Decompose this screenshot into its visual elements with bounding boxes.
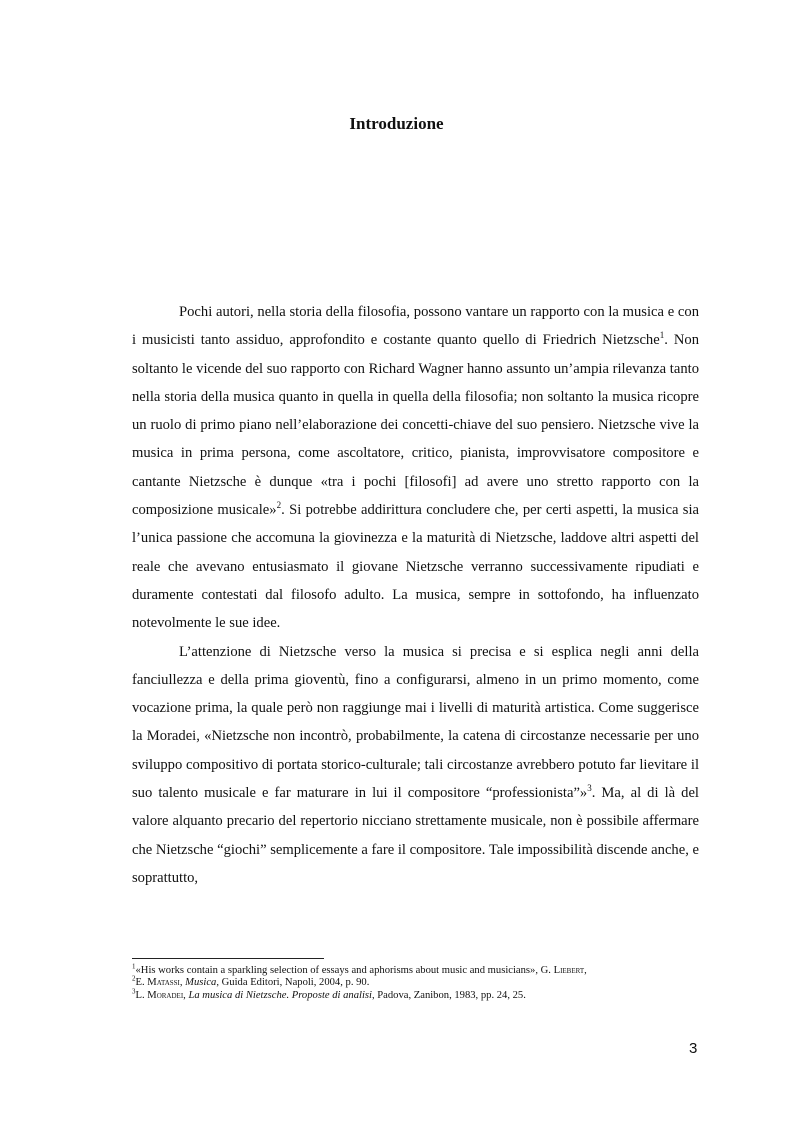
body-text [132,298,699,892]
footnote-ref-3[interactable]: 3 [587,783,592,794]
paragraph-2: L’attenzione di Nietzsche verso la musica si precisa e si esplica negli anni della fanciullezza e della prima gioventù, fino a configurarsi, almeno in un primo momento, come vocazione prima, la quale però non raggiunge mai i livelli di maturità artistica. Come suggerisce la Moradei, «Nietzsche non incontrò, probabilmente, la catena di circostanze necessarie per uno sviluppo compositivo di portata storico-culturale; tali circostanze avrebbero potuto far lievitare il suo talento musicale e far maturare in lui il compositore “professionista”»$^3$. Ma, al di là del valore alquanto precario del repertorio nicciano strettamente musicale, non è possibile affermare che Nietzsche “giochi” semplicemente a fare il compositore. Tale impossibilità discende anche, e soprattutto, [132,643,699,886]
footnote-1: $^1$«His works contain a sparkling selection of essays and aphorisms about music and musicians», G. Liebert, [132,962,587,976]
footnote-ref-1[interactable]: 1 [659,330,665,341]
footnotes [132,962,699,1002]
footnote-3: $^3$L. Moradei, La musica di Nietzsche. Proposte di analisi, Padova, Zanibon, 1983, pp. 24, 25. [132,987,526,1001]
chapter-title: Introduzione [349,114,444,133]
paragraph-1: Pochi autori, nella storia della filosofia, possono vantare un rapporto con la musica e con i musicisti tanto assiduo, approfondito e costante quanto quello di Friedrich Nietzsche$^1$. Non soltanto le vicende del suo rapporto con Richard Wagner hanno assunto un’ampia rilevanza tanto nella storia della musica quanto in quella in quella della filosofia; non soltanto la musica ricopre un ruolo di primo piano nell’elaborazione dei concetti-chiave del suo pensiero. Nietzsche vive la musica in prima persona, come ascoltatore, critico, pianista, improvvisatore compositore e cantante Nietzsche è dunque «tra i pochi [filosofi] ad avere uno stretto rapporto con la composizione musicale»$^2$. Si potrebbe addirittura concludere che, per certi aspetti, la musica sia l’unica passione che accomuna la giovinezza e la maturità di Nietzsche, laddove altri aspetti del reale che avevano entusiasmato il giovane Nietzsche verranno successivamente ripudiati e duramente contestati dal filosofo adulto. La musica, sempre in sottofondo, ha influenzato notevolmente le sue idee. [132,304,699,632]
footnote-ref-2[interactable]: 2 [276,500,282,511]
footnote-2: $^2$E. Matassi, Musica, Guida Editori, Napoli, 2004, p. 90. [132,974,370,989]
page-number: 3 [689,1040,698,1057]
footnote-separator [132,958,324,959]
